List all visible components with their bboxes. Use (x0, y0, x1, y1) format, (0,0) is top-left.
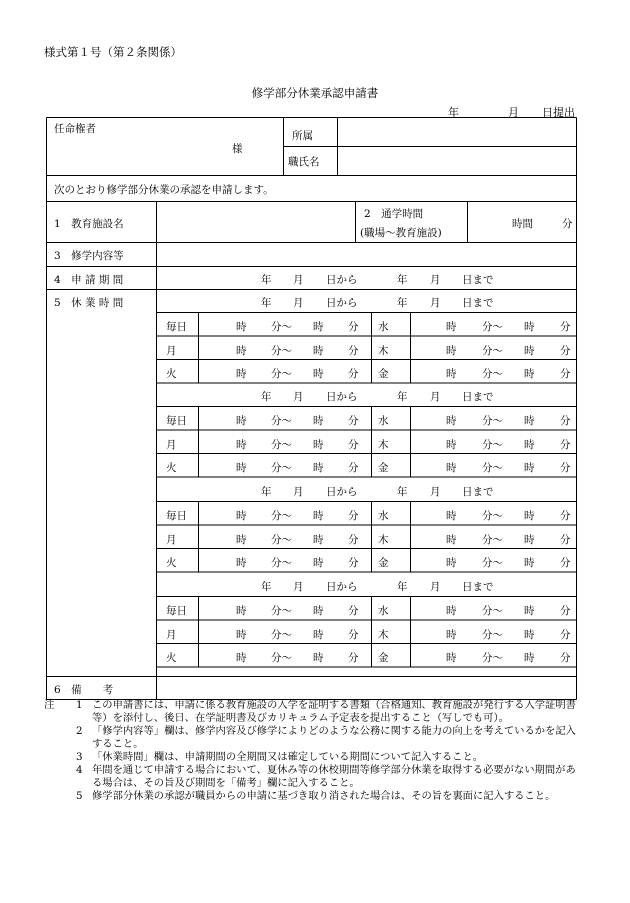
minute-from-unit: 分～ (482, 344, 503, 357)
hour-unit: 時 (313, 533, 324, 546)
schedule-day-label: 火 (166, 557, 177, 569)
minute-from-unit: 分～ (271, 438, 292, 451)
period-month-unit: 月 (293, 486, 304, 498)
affiliation-label: 所属 (292, 130, 313, 142)
minute-unit: 分 (348, 438, 359, 451)
hour-unit: 時 (236, 321, 247, 333)
commute-hours-unit: 時間 (512, 218, 533, 230)
hour-unit: 時 (524, 415, 535, 427)
period-from-unit: 日から (326, 391, 358, 403)
hour-unit: 時 (236, 438, 247, 451)
note-item (44, 790, 584, 803)
minute-from-unit: 分～ (482, 321, 503, 333)
period-to-unit: 日まで (462, 391, 494, 403)
note-number: 4 (76, 764, 83, 776)
note-number: 1 (76, 699, 83, 711)
note-item (44, 699, 584, 725)
minute-unit: 分 (560, 462, 571, 474)
note-number: 5 (76, 790, 83, 802)
minute-unit: 分 (348, 557, 359, 569)
hour-unit: 時 (313, 321, 324, 333)
hour-unit: 時 (313, 438, 324, 451)
hour-unit: 時 (236, 344, 247, 357)
hour-unit: 時 (313, 605, 324, 617)
schedule-day-label: 月 (166, 533, 177, 546)
minute-unit: 分 (560, 368, 571, 380)
hour-unit: 時 (446, 368, 457, 380)
hour-unit: 時 (524, 438, 535, 451)
hour-unit: 時 (236, 510, 247, 522)
minute-unit: 分 (348, 533, 359, 546)
hour-unit: 時 (236, 628, 247, 641)
hour-unit: 時 (524, 533, 535, 546)
hour-unit: 時 (524, 652, 535, 664)
commute-label: 2 通学時間 (364, 208, 424, 220)
schedule-day-label: 水 (378, 321, 389, 333)
date-month-label: 月 (508, 106, 519, 119)
hour-unit: 時 (236, 605, 247, 617)
schedule-day-label: 木 (378, 628, 389, 641)
hour-unit: 時 (236, 368, 247, 380)
period-year-unit: 年 (261, 274, 272, 286)
note-item (44, 725, 584, 751)
hour-unit: 時 (524, 510, 535, 522)
hour-unit: 時 (446, 533, 457, 546)
minute-from-unit: 分～ (271, 462, 292, 474)
period-from-unit: 日から (326, 297, 358, 309)
period-month-unit: 月 (430, 297, 441, 309)
minute-unit: 分 (348, 652, 359, 664)
hour-unit: 時 (313, 628, 324, 641)
minute-unit: 分 (560, 321, 571, 333)
schedule-day-label: 火 (166, 462, 177, 474)
schedule-day-label: 月 (166, 344, 177, 357)
minute-unit: 分 (348, 462, 359, 474)
schedule-day-label: 毎日 (166, 510, 187, 522)
period-month-unit: 月 (430, 486, 441, 498)
minute-unit: 分 (348, 605, 359, 617)
form-number: 様式第１号（第２条関係） (44, 45, 182, 59)
period-month-unit: 月 (430, 581, 441, 593)
schedule-day-label: 火 (166, 652, 177, 664)
hour-unit: 時 (446, 321, 457, 333)
minute-unit: 分 (348, 628, 359, 641)
schedule-day-label: 毎日 (166, 605, 187, 617)
period-year-unit: 年 (261, 297, 272, 309)
minute-from-unit: 分～ (271, 344, 292, 357)
hour-unit: 時 (446, 628, 457, 641)
schedule-day-label: 火 (166, 368, 177, 380)
schedule-day-label: 水 (378, 510, 389, 522)
period-year-unit: 年 (397, 581, 408, 593)
minute-from-unit: 分～ (271, 652, 292, 664)
institution-label: 1 教育施設名 (54, 218, 124, 230)
period-year-unit: 年 (261, 581, 272, 593)
minute-unit: 分 (560, 605, 571, 617)
hour-unit: 時 (236, 462, 247, 474)
period-month-unit: 月 (293, 391, 304, 403)
minute-unit: 分 (560, 344, 571, 357)
notes-lead: 注 (44, 699, 55, 711)
hour-unit: 時 (313, 557, 324, 569)
minute-unit: 分 (348, 321, 359, 333)
note-item (44, 764, 584, 790)
hour-unit: 時 (313, 652, 324, 664)
period-from-unit: 日から (326, 581, 358, 593)
hour-unit: 時 (313, 368, 324, 380)
period-year-unit: 年 (397, 486, 408, 498)
intro-text: 次のとおり修学部分休業の承認を申請します。 (54, 184, 274, 196)
minute-unit: 分 (348, 368, 359, 380)
period-month-unit: 月 (293, 274, 304, 286)
hour-unit: 時 (236, 533, 247, 546)
period-month-unit: 月 (430, 391, 441, 403)
schedule-day-label: 毎日 (166, 321, 187, 333)
note-text: 年間を通じて申請する場合において、夏休み等の休校期間等修学部分休業を取得する必要がない期間がある場合は、その旨及び期間を「備考」欄に記入すること。 (92, 764, 576, 789)
hour-unit: 時 (524, 628, 535, 641)
minute-from-unit: 分～ (482, 652, 503, 664)
hour-unit: 時 (446, 557, 457, 569)
period-year-unit: 年 (261, 486, 272, 498)
minute-unit: 分 (560, 652, 571, 664)
remarks-label: 6 備 考 (54, 684, 114, 696)
schedule-day-label: 月 (166, 438, 177, 451)
period-to-unit: 日まで (462, 274, 494, 286)
minute-unit: 分 (348, 510, 359, 522)
minute-from-unit: 分～ (482, 533, 503, 546)
minute-from-unit: 分～ (271, 368, 292, 380)
hour-unit: 時 (313, 344, 324, 357)
period-year-unit: 年 (397, 391, 408, 403)
schedule-day-label: 金 (378, 368, 389, 380)
period-to-unit: 日まで (462, 486, 494, 498)
position-name-label: 職氏名 (288, 156, 320, 168)
hour-unit: 時 (446, 652, 457, 664)
minute-from-unit: 分～ (482, 605, 503, 617)
minute-unit: 分 (348, 415, 359, 427)
note-text: 「休業時間」欄は、申請期間の全期間又は確定している期間について記入すること。 (92, 751, 484, 763)
minute-unit: 分 (560, 510, 571, 522)
period-year-unit: 年 (397, 274, 408, 286)
form-title: 修学部分休業承認申請書 (251, 86, 379, 100)
note-text: この申請書には、申請に係る教育施設の入学を証明する書類（合格通知、教育施設が発行する入学証明書等）を添付し、後日、在学証明書及びカリキュラム予定表を提出すること（写しでも可）。 (92, 699, 576, 724)
period-from-unit: 日から (326, 486, 358, 498)
schedule-day-label: 金 (378, 462, 389, 474)
hour-unit: 時 (236, 652, 247, 664)
schedule-day-label: 木 (378, 533, 389, 546)
minute-from-unit: 分～ (482, 415, 503, 427)
minute-unit: 分 (560, 628, 571, 641)
schedule-day-label: 毎日 (166, 415, 187, 427)
note-number: 3 (76, 751, 83, 763)
schedule-day-label: 金 (378, 652, 389, 664)
schedule-day-label: 月 (166, 628, 177, 641)
hour-unit: 時 (236, 415, 247, 427)
hour-unit: 時 (524, 462, 535, 474)
minute-from-unit: 分～ (271, 628, 292, 641)
minute-unit: 分 (560, 415, 571, 427)
minute-from-unit: 分～ (482, 510, 503, 522)
hour-unit: 時 (446, 344, 457, 357)
hour-unit: 時 (446, 415, 457, 427)
schedule-day-label: 水 (378, 605, 389, 617)
hour-unit: 時 (524, 368, 535, 380)
commute-label-sub: (職場～教育施設) (360, 227, 442, 239)
minute-from-unit: 分～ (482, 557, 503, 569)
date-year-label: 年 (448, 106, 459, 119)
minute-from-unit: 分～ (271, 415, 292, 427)
minute-from-unit: 分～ (271, 321, 292, 333)
period-month-unit: 月 (293, 581, 304, 593)
schedule-day-label: 水 (378, 415, 389, 427)
schedule-day-label: 木 (378, 344, 389, 357)
commute-minutes-unit: 分 (562, 218, 573, 230)
minute-from-unit: 分～ (482, 438, 503, 451)
minute-from-unit: 分～ (482, 628, 503, 641)
study-content-label: 3 修学内容等 (54, 250, 124, 262)
hour-unit: 時 (524, 605, 535, 617)
note-item (44, 751, 584, 764)
hour-unit: 時 (524, 557, 535, 569)
period-label: 4 申 請 期 間 (54, 274, 124, 286)
note-number: 2 (76, 725, 83, 737)
hour-unit: 時 (446, 510, 457, 522)
hour-unit: 時 (236, 557, 247, 569)
period-to-unit: 日まで (462, 581, 494, 593)
note-text: 修学部分休業の承認が職員からの申請に基づき取り消された場合は、その旨を裏面に記入すること。 (92, 790, 556, 802)
period-to-unit: 日まで (462, 297, 494, 309)
hour-unit: 時 (446, 605, 457, 617)
hour-unit: 時 (524, 344, 535, 357)
schedule-day-label: 金 (378, 557, 389, 569)
minute-from-unit: 分～ (271, 510, 292, 522)
minute-unit: 分 (560, 438, 571, 451)
schedule-day-label: 木 (378, 438, 389, 451)
minute-unit: 分 (348, 344, 359, 357)
appointer-label: 任命権者 (54, 123, 96, 135)
period-year-unit: 年 (397, 297, 408, 309)
leave-time-label: 5 休 業 時 間 (54, 297, 124, 309)
minute-from-unit: 分～ (271, 605, 292, 617)
minute-from-unit: 分～ (271, 533, 292, 546)
hour-unit: 時 (313, 415, 324, 427)
minute-from-unit: 分～ (271, 557, 292, 569)
minute-unit: 分 (560, 533, 571, 546)
period-month-unit: 月 (293, 297, 304, 309)
hour-unit: 時 (446, 462, 457, 474)
period-from-unit: 日から (326, 274, 358, 286)
hour-unit: 時 (313, 510, 324, 522)
hour-unit: 時 (446, 438, 457, 451)
period-year-unit: 年 (261, 391, 272, 403)
notes (44, 699, 584, 803)
honorific: 様 (232, 143, 243, 155)
hour-unit: 時 (524, 321, 535, 333)
hour-unit: 時 (313, 462, 324, 474)
minute-from-unit: 分～ (482, 368, 503, 380)
date-day-label: 日提出 (542, 106, 575, 119)
period-month-unit: 月 (430, 274, 441, 286)
note-text: 「修学内容等」欄は、修学内容及び修学によりどのような公務に関する能力の向上を考えているかを記入すること。 (92, 725, 576, 750)
minute-from-unit: 分～ (482, 462, 503, 474)
minute-unit: 分 (560, 557, 571, 569)
